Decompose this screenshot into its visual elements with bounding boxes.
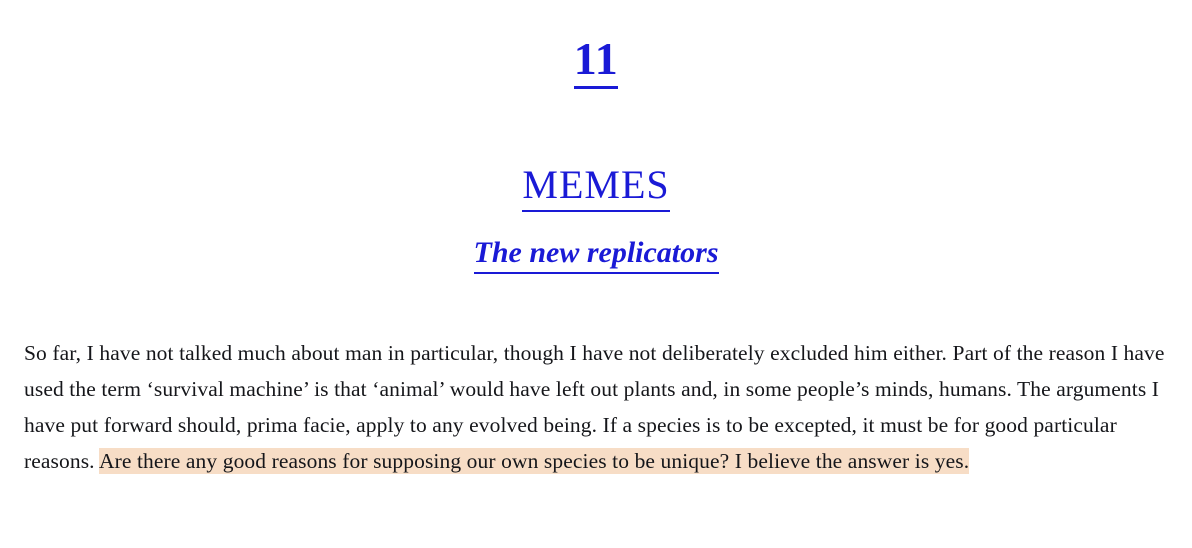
body-paragraph [0, 269, 1192, 479]
chapter-subtitle [0, 207, 1192, 269]
chapter-number-text: 11 [574, 33, 618, 89]
chapter-title-text: MEMES [522, 162, 669, 212]
chapter-number [0, 0, 1192, 85]
paragraph-plain-text: So far, I have not talked much about man in particular, though I have not deliberately excluded him either. Part of the reason I have used the term ‘survival machine’ is that ‘animal’ would have left out plants and, in some people’s minds, humans. The arguments I have put forward should, prima facie, apply to any evolved being. If a species is to be excepted, it must be for good particular reasons. [24, 340, 1165, 473]
chapter-title [0, 85, 1192, 207]
chapter-subtitle-text: The new replicators [474, 236, 719, 274]
highlighted-text[interactable]: Are there any good reasons for supposing our own species to be unique? I believe the answer is yes. [98, 448, 970, 473]
